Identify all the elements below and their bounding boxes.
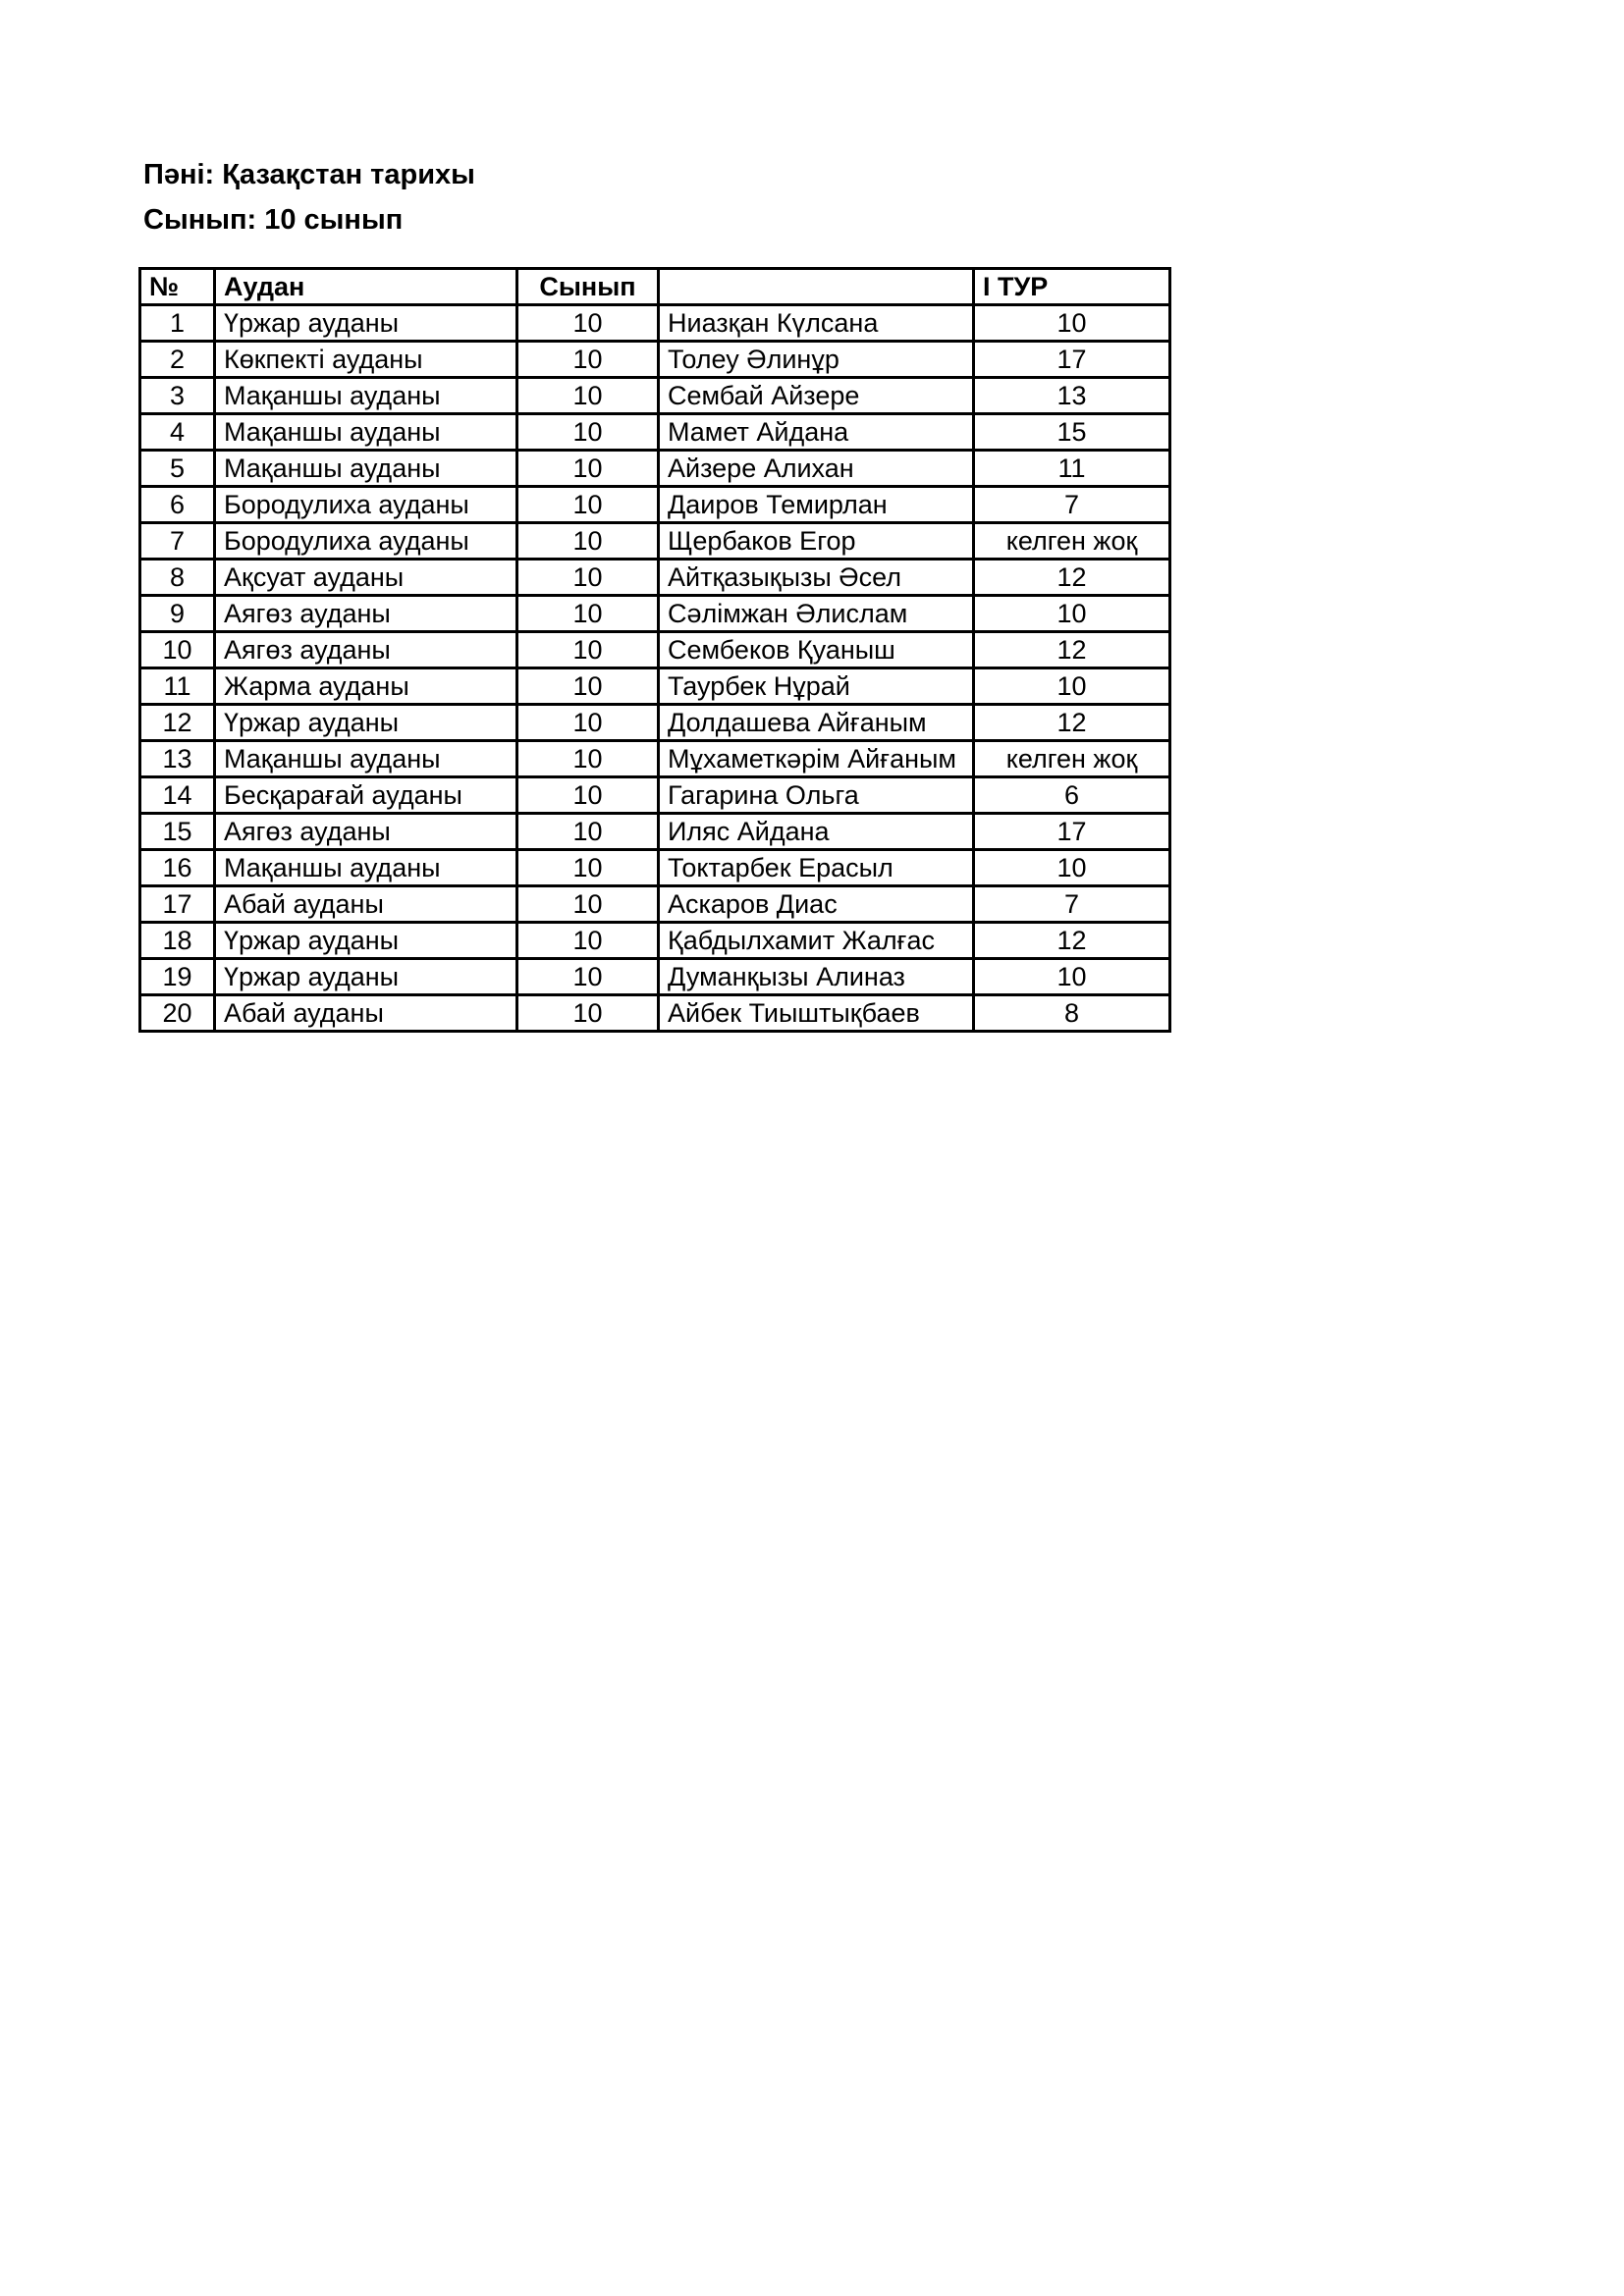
district-cell: Бородулиха ауданы [215,523,517,560]
score-cell: 12 [974,923,1170,959]
student-name-cell: Таурбек Нұрай [659,668,974,705]
table-row [140,451,1170,487]
district-cell: Көкпекті ауданы [215,342,517,378]
grade-cell: 10 [517,487,659,523]
table-row [140,668,1170,705]
table-body [140,305,1170,1032]
student-name-cell: Қабдылхамит Жалғас [659,923,974,959]
district-cell: Үржар ауданы [215,923,517,959]
table-row [140,378,1170,414]
grade-cell: 10 [517,342,659,378]
score-cell: 10 [974,305,1170,342]
row-number-cell: 16 [140,850,215,886]
student-name-cell: Аскаров Диас [659,886,974,923]
score-cell: 13 [974,378,1170,414]
district-cell: Мақаншы ауданы [215,741,517,777]
student-name-cell: Мамет Айдана [659,414,974,451]
table-row [140,560,1170,596]
district-cell: Үржар ауданы [215,305,517,342]
row-number-cell: 20 [140,995,215,1032]
header-district: Аудан [215,269,517,305]
row-number-cell: 10 [140,632,215,668]
grade-cell: 10 [517,814,659,850]
district-cell: Мақаншы ауданы [215,451,517,487]
header-student [659,269,974,305]
grade-cell: 10 [517,995,659,1032]
district-cell: Аягөз ауданы [215,596,517,632]
class-line: Сынып: 10 сынып [143,204,404,236]
grade-cell: 10 [517,777,659,814]
score-cell: келген жоқ [974,523,1170,560]
score-cell: 11 [974,451,1170,487]
score-cell: 7 [974,487,1170,523]
student-name-cell: Даиров Темирлан [659,487,974,523]
table-row [140,523,1170,560]
table-row [140,777,1170,814]
grade-cell: 10 [517,451,659,487]
district-cell: Мақаншы ауданы [215,850,517,886]
student-name-cell: Токтарбек Ерасыл [659,850,974,886]
score-cell: 7 [974,886,1170,923]
header-round1: І ТУР [974,269,1170,305]
grade-cell: 10 [517,414,659,451]
district-cell: Абай ауданы [215,886,517,923]
row-number-cell: 9 [140,596,215,632]
header-grade: Сынып [517,269,659,305]
table-header-row [140,269,1170,305]
row-number-cell: 13 [140,741,215,777]
score-cell: 12 [974,560,1170,596]
score-cell: 12 [974,705,1170,741]
student-name-cell: Думанқызы Алиназ [659,959,974,995]
score-cell: 17 [974,814,1170,850]
row-number-cell: 15 [140,814,215,850]
grade-cell: 10 [517,850,659,886]
score-cell: 10 [974,668,1170,705]
grade-cell: 10 [517,378,659,414]
student-name-cell: Иляс Айдана [659,814,974,850]
table-row [140,632,1170,668]
district-cell: Абай ауданы [215,995,517,1032]
student-name-cell: Айзере Алихан [659,451,974,487]
row-number-cell: 17 [140,886,215,923]
student-name-cell: Гагарина Ольга [659,777,974,814]
row-number-cell: 5 [140,451,215,487]
grade-cell: 10 [517,596,659,632]
score-cell: 10 [974,850,1170,886]
table-row [140,487,1170,523]
score-cell: 6 [974,777,1170,814]
student-name-cell: Мұхаметкәрім Айғаным [659,741,974,777]
district-cell: Аягөз ауданы [215,814,517,850]
district-cell: Мақаншы ауданы [215,414,517,451]
grade-cell: 10 [517,741,659,777]
grade-cell: 10 [517,886,659,923]
document-header [143,152,475,242]
grade-cell: 10 [517,705,659,741]
student-name-cell: Щербаков Егор [659,523,974,560]
grade-cell: 10 [517,523,659,560]
district-cell: Ақсуат ауданы [215,560,517,596]
row-number-cell: 6 [140,487,215,523]
student-name-cell: Сембеков Қуаныш [659,632,974,668]
district-cell: Жарма ауданы [215,668,517,705]
score-cell: 10 [974,959,1170,995]
student-name-cell: Сәлімжан Әлислам [659,596,974,632]
row-number-cell: 12 [140,705,215,741]
district-cell: Үржар ауданы [215,959,517,995]
row-number-cell: 11 [140,668,215,705]
table-row [140,959,1170,995]
table-row [140,414,1170,451]
row-number-cell: 7 [140,523,215,560]
student-name-cell: Айтқазықызы Әсел [659,560,974,596]
row-number-cell: 1 [140,305,215,342]
row-number-cell: 14 [140,777,215,814]
table-row [140,342,1170,378]
grade-cell: 10 [517,668,659,705]
score-cell: 10 [974,596,1170,632]
score-cell: келген жоқ [974,741,1170,777]
table-row [140,995,1170,1032]
student-name-cell: Ниазқан Күлсана [659,305,974,342]
table-row [140,923,1170,959]
row-number-cell: 3 [140,378,215,414]
header-number: № [140,269,215,305]
student-name-cell: Толеу Әлинұр [659,342,974,378]
grade-cell: 10 [517,959,659,995]
student-name-cell: Сембай Айзере [659,378,974,414]
table-row [140,850,1170,886]
grade-cell: 10 [517,923,659,959]
score-cell: 8 [974,995,1170,1032]
district-cell: Үржар ауданы [215,705,517,741]
score-cell: 12 [974,632,1170,668]
student-name-cell: Долдашева Айғаным [659,705,974,741]
district-cell: Бородулиха ауданы [215,487,517,523]
district-cell: Мақаншы ауданы [215,378,517,414]
grade-cell: 10 [517,560,659,596]
row-number-cell: 2 [140,342,215,378]
table-row [140,305,1170,342]
results-table [138,267,1171,1033]
score-cell: 15 [974,414,1170,451]
table-row [140,814,1170,850]
row-number-cell: 8 [140,560,215,596]
district-cell: Бесқарағай ауданы [215,777,517,814]
table-row [140,705,1170,741]
grade-cell: 10 [517,632,659,668]
row-number-cell: 18 [140,923,215,959]
grade-cell: 10 [517,305,659,342]
table-row [140,596,1170,632]
row-number-cell: 19 [140,959,215,995]
table-row [140,886,1170,923]
student-name-cell: Айбек Тиыштықбаев [659,995,974,1032]
district-cell: Аягөз ауданы [215,632,517,668]
subject-line: Пәні: Қазақстан тарихы [143,159,475,190]
row-number-cell: 4 [140,414,215,451]
table-row [140,741,1170,777]
score-cell: 17 [974,342,1170,378]
